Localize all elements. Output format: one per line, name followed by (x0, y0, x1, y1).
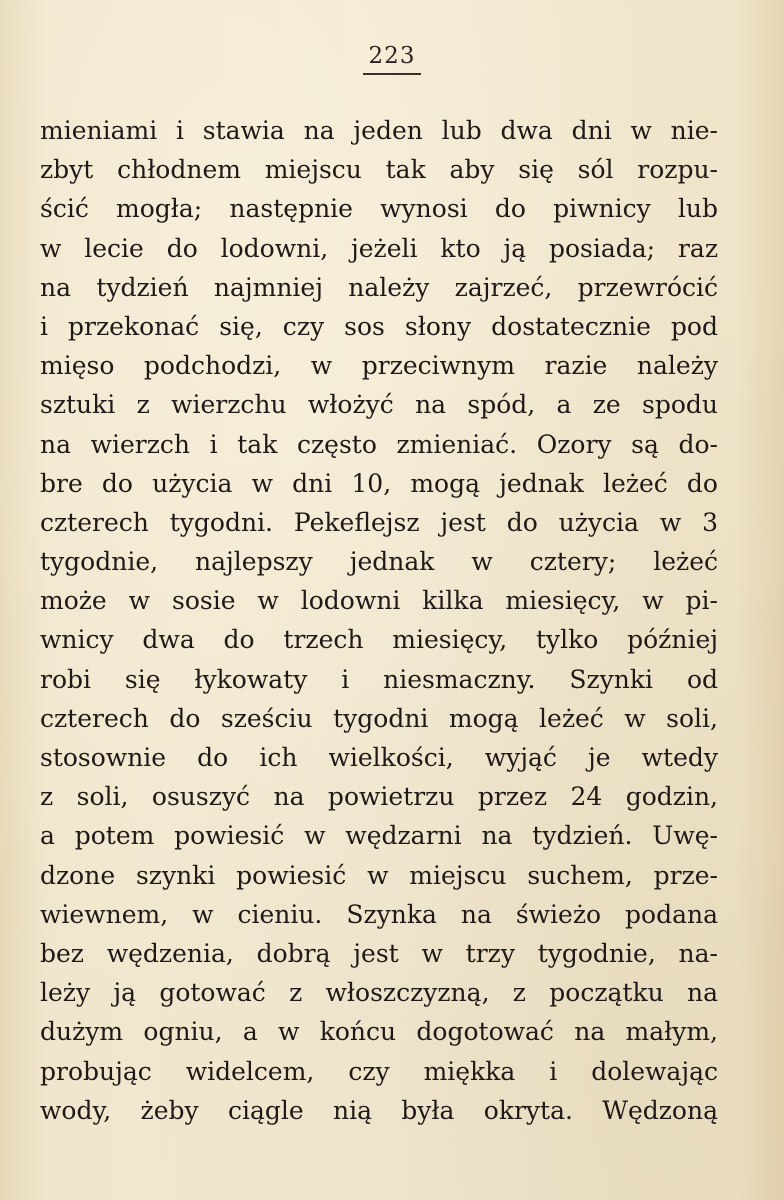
page-header (0, 42, 784, 75)
page-number: 223 (363, 42, 422, 75)
text-line: dużym ogniu, a w końcu dogotować na małym, (40, 1017, 718, 1047)
text-line: może w sosie w lodowni kilka miesięcy, w pi- (40, 586, 718, 616)
text-line: mieniami i stawia na jeden lub dwa dni w nie- (40, 116, 718, 145)
text-line: na tydzień najmniej należy zajrzeć, przewrócić (40, 272, 718, 302)
text-line: na wierzch i tak często zmieniać. Ozory są do- (40, 429, 718, 459)
text-line: z soli, osuszyć na powietrzu przez 24 godzin, (40, 782, 718, 812)
text-line: wody, żeby ciągle nią była okryta. Wędzoną (40, 1095, 718, 1125)
text-line: ścić mogła; następnie wynosi do piwnicy lub (40, 194, 718, 224)
text-line: a potem powiesić w wędzarni na tydzień. Uwę- (40, 821, 718, 851)
text-line: wnicy dwa do trzech miesięcy, tylko później (40, 625, 718, 655)
text-line: bez wędzenia, dobrą jest w trzy tygodnie, na- (40, 938, 718, 968)
text-line: dzone szynki powiesić w miejscu suchem, prze- (40, 860, 718, 890)
text-line: w lecie do lodowni, jeżeli kto ją posiada; raz (40, 233, 718, 263)
text-line: probując widelcem, czy miękka i dolewając (40, 1056, 718, 1086)
text-line: robi się łykowaty i niesmaczny. Szynki od (40, 664, 718, 694)
text-line: zbyt chłodnem miejscu tak aby się sól rozpu- (40, 155, 718, 185)
text-line: sztuki z wierzchu włożyć na spód, a ze spodu (40, 390, 718, 420)
text-line: i przekonać się, czy sos słony dostatecznie pod (40, 311, 718, 341)
text-line: leży ją gotować z włoszczyzną, z początku na (40, 978, 718, 1008)
text-line: bre do użycia w dni 10, mogą jednak leżeć do (40, 468, 718, 498)
text-line: czterech do sześciu tygodni mogą leżeć w soli, (40, 703, 718, 733)
text-line: tygodnie, najlepszy jednak w cztery; leżeć (40, 547, 718, 577)
text-line: mięso podchodzi, w przeciwnym razie należy (40, 351, 718, 381)
text-line: wiewnem, w cieniu. Szynka na świeżo podana (40, 899, 718, 929)
text-line: czterech tygodni. Pekeflejsz jest do użycia w 3 (40, 507, 718, 537)
body-text (40, 111, 718, 1130)
text-line: stosownie do ich wielkości, wyjąć je wtedy (40, 743, 718, 772)
